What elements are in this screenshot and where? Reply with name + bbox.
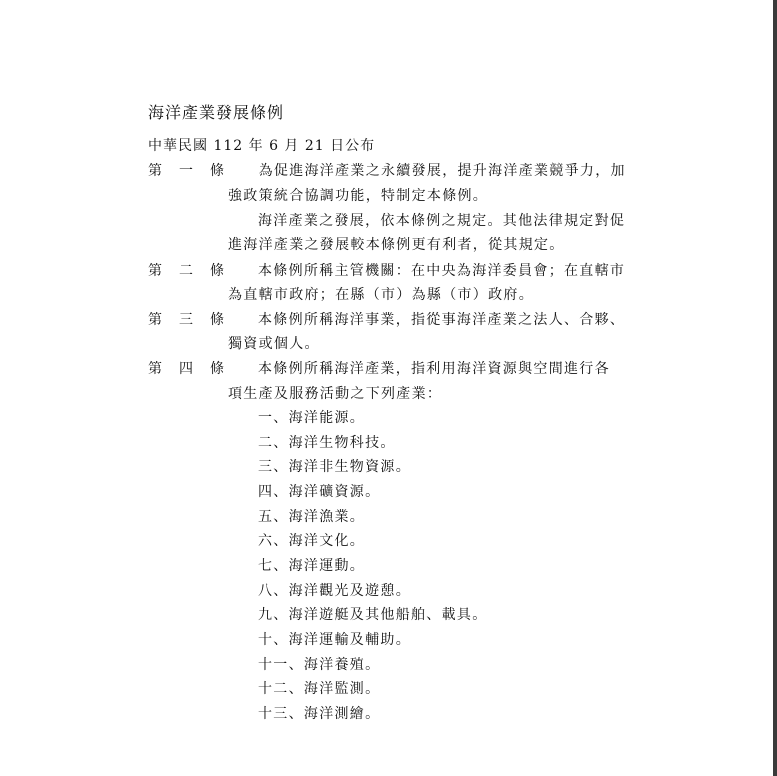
article-4-label: 第 四 條 (148, 361, 224, 377)
list-item: 十一、海洋養殖。 (258, 657, 381, 673)
article-3-line-1: 本條例所稱海洋事業，指從事海洋產業之法人、合夥、 (258, 312, 626, 328)
promulgation-date: 中華民國 112 年 6 月 21 日公布 (148, 138, 376, 154)
article-1-para-2-line-1: 海洋產業之發展，依本條例之規定。其他法律規定對促 (258, 213, 626, 229)
article-2-line-2: 為直轄市政府；在縣（市）為縣（市）政府。 (228, 287, 534, 303)
article-1-para-2-line-2: 進海洋產業之發展較本條例更有利者，從其規定。 (228, 237, 565, 253)
document-title: 海洋產業發展條例 (148, 103, 285, 122)
list-item: 九、海洋遊艇及其他船舶、載具。 (258, 607, 488, 623)
article-2-label: 第 二 條 (148, 263, 224, 279)
list-item: 四、海洋礦資源。 (258, 484, 381, 500)
list-item: 三、海洋非生物資源。 (258, 459, 411, 475)
article-3-line-2: 獨資或個人。 (228, 336, 320, 352)
list-item: 一、海洋能源。 (258, 410, 366, 426)
list-item: 十三、海洋測繪。 (258, 706, 381, 722)
article-4-line-2: 項生產及服務活動之下列產業： (228, 386, 443, 402)
list-item: 二、海洋生物科技。 (258, 435, 396, 451)
article-2-line-1: 本條例所稱主管機關：在中央為海洋委員會；在直轄市 (258, 263, 626, 279)
list-item: 八、海洋觀光及遊憩。 (258, 583, 411, 599)
page-edge-scrollbar (773, 0, 777, 776)
article-4-line-1: 本條例所稱海洋產業，指利用海洋資源與空間進行各 (258, 361, 610, 377)
list-item: 六、海洋文化。 (258, 533, 366, 549)
article-1-label: 第 一 條 (148, 163, 224, 179)
article-1-para-1-line-2: 強政策統合協調功能，特制定本條例。 (228, 188, 489, 204)
list-item: 十、海洋運輸及輔助。 (258, 632, 411, 648)
list-item: 五、海洋漁業。 (258, 509, 366, 525)
article-1-para-1-line-1: 為促進海洋產業之永續發展，提升海洋產業競爭力，加 (228, 163, 626, 179)
list-item: 十二、海洋監測。 (258, 681, 381, 697)
list-item: 七、海洋運動。 (258, 558, 366, 574)
article-3-label: 第 三 條 (148, 312, 224, 328)
